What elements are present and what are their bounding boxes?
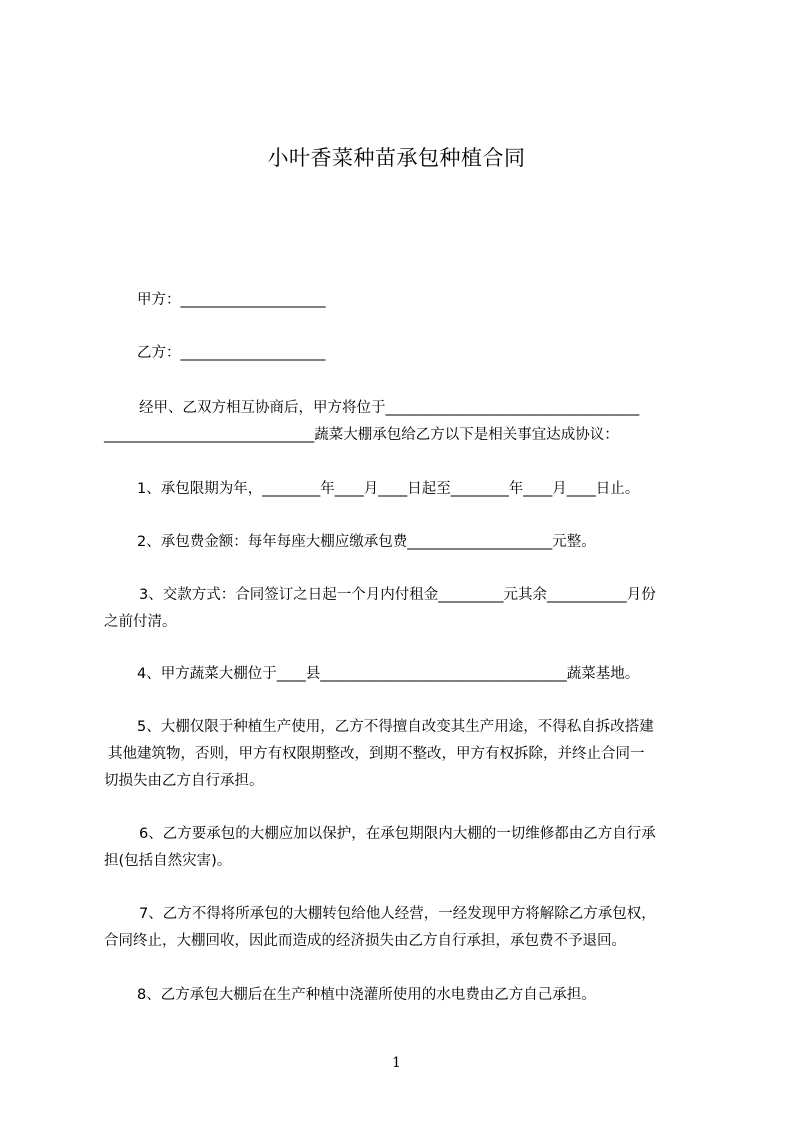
clause-7-line-2: 合同终止，大棚回收，因此而造成的经济损失由乙方自行承担，承包费不予退回。 [104, 933, 626, 949]
clause-2: 2、承包费金额：每年每座大棚应缴承包费____________________元整。 [137, 534, 596, 550]
clause-3-line-2: 之前付清。 [104, 614, 177, 630]
clause-6-line-1: 6、乙方要承包的大棚应加以保护，在承包期限内大棚的一切维修都由乙方自行承 [139, 826, 656, 842]
intro-line-1: 经甲、乙双方相互协商后，甲方将位于___________________________________ [139, 400, 640, 416]
clause-5-line-1: 5、大棚仅限于种植生产使用，乙方不得擅自改变其生产用途，不得私自拆改搭建 [137, 719, 654, 735]
party-a-line: 甲方：____________________ [137, 292, 326, 308]
clause-5-line-3: 切损失由乙方自行承担。 [104, 773, 264, 789]
clause-5-line-2: 其他建筑物，否则，甲方有权限期整改，到期不整改，甲方有权拆除，并终止合同一 [108, 746, 645, 762]
document-title: 小叶香菜种苗承包种植合同 [267, 146, 526, 170]
intro-line-2: _____________________________蔬菜大棚承包给乙方以下是相关事宜达成协议： [104, 427, 619, 443]
clause-1: 1、承包限期为年，________年____月____日起至________年____月____日止。 [137, 481, 640, 497]
clause-3-line-1: 3、交款方式：合同签订之日起一个月内付租金_________元其余___________月份 [139, 587, 656, 603]
clause-8: 8、乙方承包大棚后在生产种植中浇灌所使用的水电费由乙方自己承担。 [137, 987, 596, 1003]
page-number: 1 [392, 1055, 401, 1071]
clause-7-line-1: 7、乙方不得将所承包的大棚转包给他人经营，一经发现甲方将解除乙方承包权， [139, 906, 656, 922]
clause-6-line-2: 担(包括自然灾害)。 [104, 853, 232, 869]
party-b-line: 乙方：____________________ [137, 345, 326, 361]
clause-4: 4、甲方蔬菜大棚位于____县__________________________________蔬菜基地。 [137, 666, 640, 682]
